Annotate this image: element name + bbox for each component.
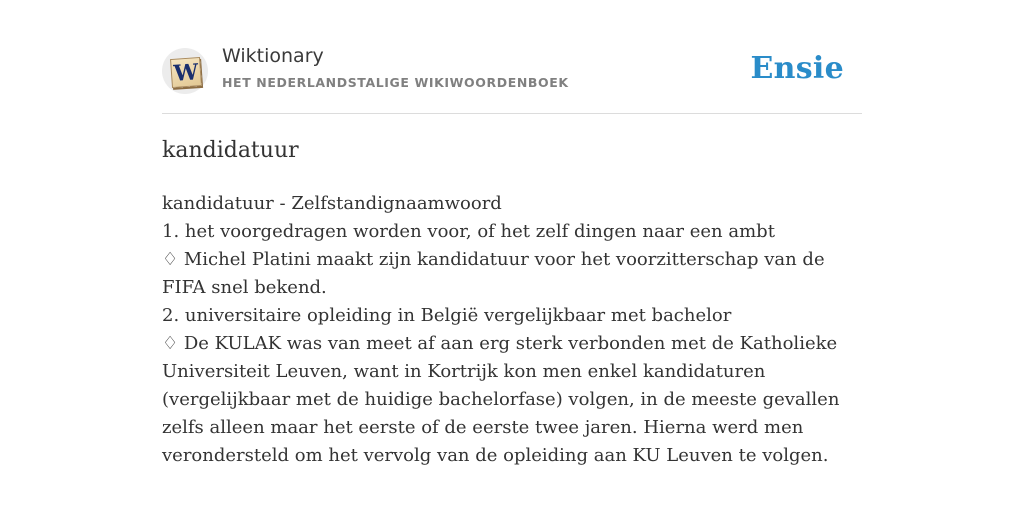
- ensie-brand-link[interactable]: Ensie: [750, 51, 844, 86]
- word-class-line: kandidatuur - Zelfstandignaamwoord: [162, 193, 502, 214]
- logo-letter: W: [172, 59, 200, 87]
- entry-definition: [162, 190, 862, 470]
- logo-tile: [170, 57, 202, 88]
- definition-2: 2. universitaire opleiding in België vergelijkbaar met bachelor: [162, 305, 732, 326]
- site-subtitle: HET NEDERLANDSTALIGE WIKIWOORDENBOEK: [222, 75, 569, 90]
- site-title[interactable]: Wiktionary: [222, 45, 324, 67]
- site-header: [162, 44, 862, 96]
- entry-title: kandidatuur: [162, 138, 299, 163]
- definition-1: 1. het voorgedragen worden voor, of het zelf dingen naar een ambt: [162, 221, 775, 242]
- wiktionary-logo-icon[interactable]: [162, 48, 208, 94]
- header-divider: [162, 113, 862, 114]
- example-1: ♢ Michel Platini maakt zijn kandidatuur voor het voorzitterschap van de FIFA snel bekend.: [162, 249, 825, 298]
- example-2: ♢ De KULAK was van meet af aan erg sterk verbonden met de Katholieke Universiteit Leuven, want in Kortrijk kon men enkel kandidaturen (vergelijkbaar met de huidige bachelorfase) volgen, in de meeste gevallen zelfs alleen maar het eerste of de eerste twee jaren. Hierna werd men verondersteld om het vervolg van de opleiding aan KU Leuven te volgen.: [162, 333, 840, 466]
